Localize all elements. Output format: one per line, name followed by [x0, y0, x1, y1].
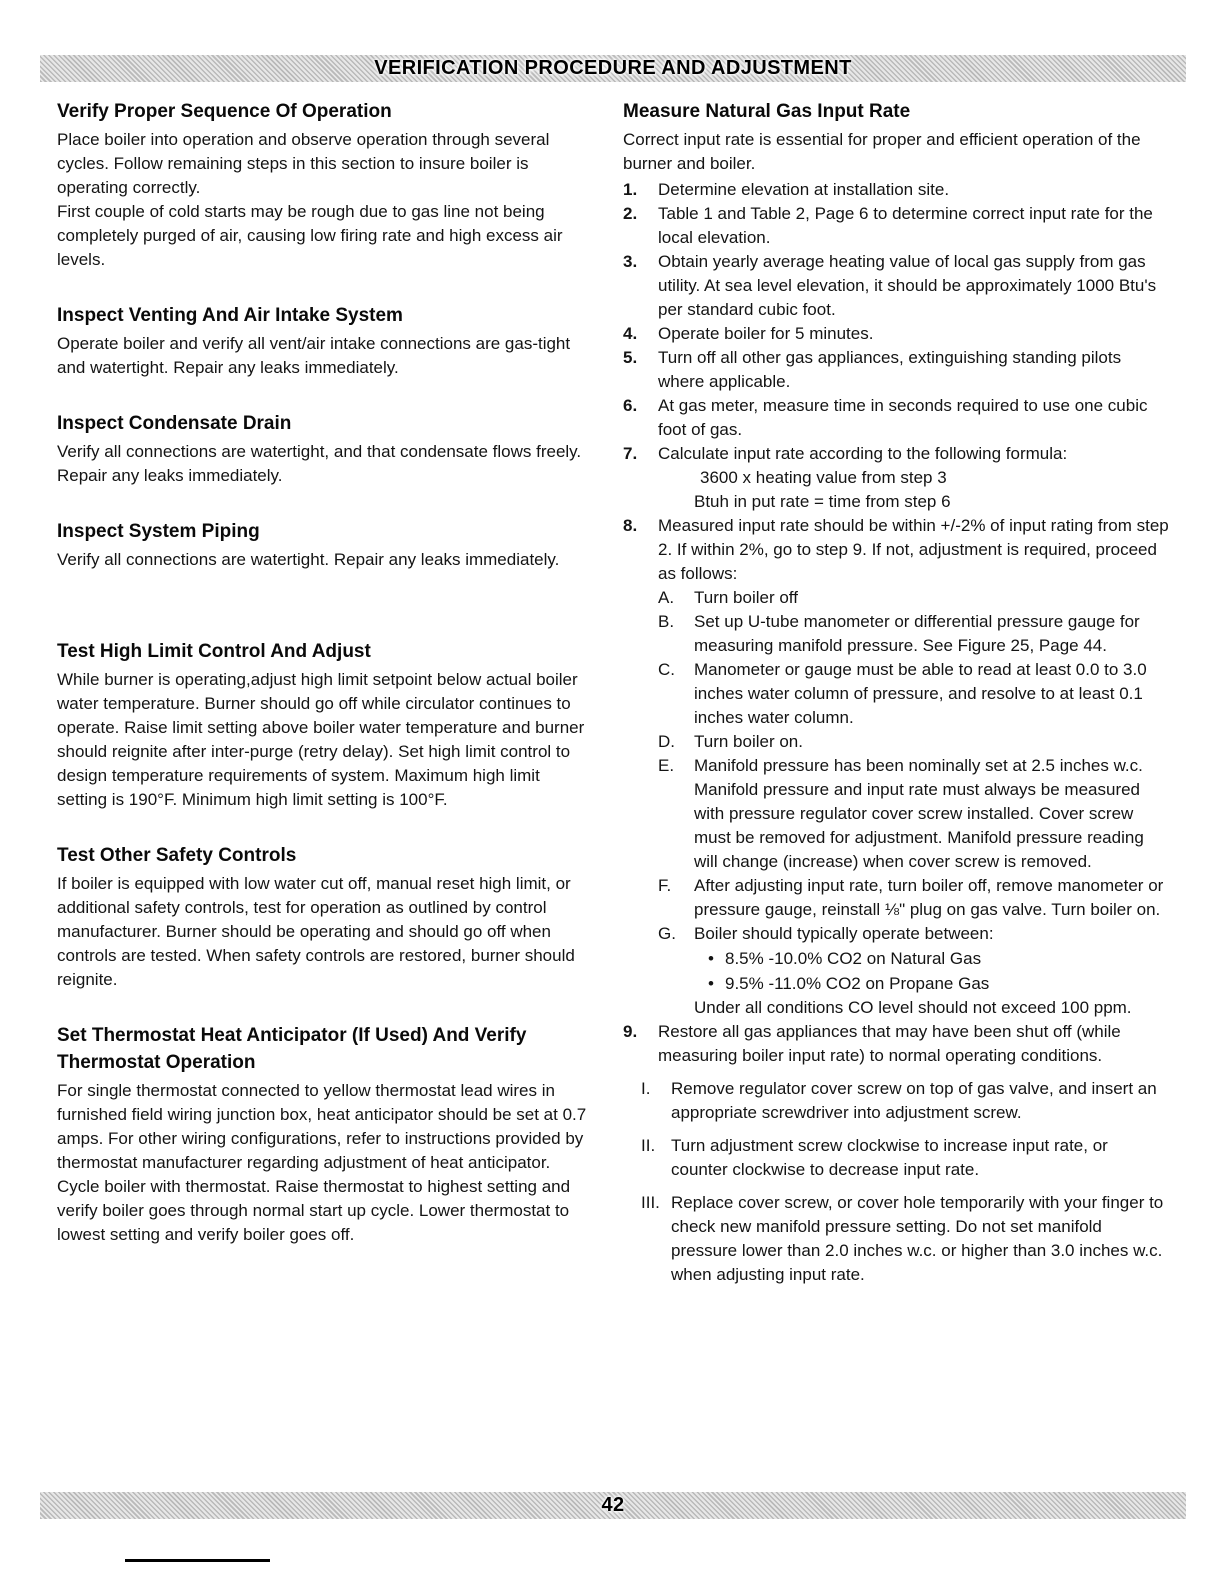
section-inspect-condensate-drain: [57, 410, 593, 488]
section-heading: Verify Proper Sequence Of Operation: [57, 101, 392, 122]
section-test-other-safety-controls: [57, 842, 593, 992]
section-inspect-venting: [57, 302, 593, 380]
substep-text: Boiler should typically operate between:: [694, 924, 994, 943]
step-number: 3.: [623, 252, 638, 271]
substep-letter: E.: [658, 756, 675, 775]
paragraph: First couple of cold starts may be rough due to gas line not being completely purged of air, causing low firing rate and high excess air levels.: [57, 202, 563, 269]
step-body: [658, 442, 1169, 514]
section-test-high-limit: [57, 638, 593, 812]
substep-letter: A.: [658, 588, 675, 607]
substep-text: Remove regulator cover screw on top of gas valve, and insert an appropriate screwdriver into adjustment screw.: [671, 1079, 1157, 1122]
substep-numeral: II.: [641, 1136, 656, 1155]
step-body: [641, 1020, 1169, 1287]
paragraph: Operate boiler and verify all vent/air intake connections are gas-tight and watertight. Repair any leaks immediately.: [57, 334, 571, 377]
substep-letter: G.: [658, 924, 676, 943]
step-6: [623, 394, 1169, 442]
substep-e: [658, 754, 1169, 874]
step-9: [623, 1020, 1169, 1287]
paragraph: Verify all connections are watertight. Repair any leaks immediately.: [57, 550, 560, 569]
step-number: 7.: [623, 444, 638, 463]
section-heading: Test High Limit Control And Adjust: [57, 641, 371, 662]
paragraph: While burner is operating,adjust high limit setpoint below actual boiler water temperature. Burner should go off while circulator continues to operate. Raise limit setting above boiler water temperature and burner should reignite after inter-purge (retry delay). Set high limit control to design temperature requirements of system. Maximum high limit setting is 190°F. Minimum high limit setting is 100°F.: [57, 670, 585, 809]
substep-letter: B.: [658, 612, 675, 631]
formula-denominator: Btuh in put rate = time from step 6: [694, 492, 951, 511]
substep-f: [658, 874, 1169, 922]
section-heading: Inspect Venting And Air Intake System: [57, 305, 403, 326]
formula-numerator: 3600 x heating value from step 3: [700, 468, 947, 487]
section-heading: Test Other Safety Controls: [57, 845, 297, 866]
step-number: 5.: [623, 348, 638, 367]
paragraph: Correct input rate is essential for proper and efficient operation of the burner and boiler.: [623, 130, 1141, 173]
substep-body: [694, 922, 1169, 1020]
step-number: 6.: [623, 396, 638, 415]
step-text: Determine elevation at installation site.: [658, 180, 950, 199]
step-number: 4.: [623, 324, 638, 343]
substep-text: Turn boiler off: [694, 588, 798, 607]
section-heading: Measure Natural Gas Input Rate: [623, 101, 911, 122]
section-verify-proper-sequence: [57, 98, 593, 272]
step-text: Restore all gas appliances that may have been shut off (while measuring boiler input rate) to normal operating conditions.: [658, 1022, 1121, 1065]
step-5: [623, 346, 1169, 394]
substep-iii: [641, 1191, 1169, 1287]
substep-text: After adjusting input rate, turn boiler off, remove manometer or pressure gauge, reinstall ⅛" plug on gas valve. Turn boiler on.: [694, 876, 1164, 919]
step-text: Operate boiler for 5 minutes.: [658, 324, 874, 343]
substep-letter: C.: [658, 660, 675, 679]
section-heading: Inspect System Piping: [57, 521, 260, 542]
substep-text: Set up U-tube manometer or differential pressure gauge for measuring manifold pressure. See Figure 25, Page 44.: [694, 612, 1140, 655]
paragraph: For single thermostat connected to yellow thermostat lead wires in furnished field wiring junction box, heat anticipator should be set at 0.7 amps. For other wiring configurations, refer to instructions provided by thermostat manufacturer regarding adjustment of heat anticipator. Cycle boiler with thermostat. Raise thermostat to highest setting and verify boiler goes through normal start up cycle. Lower thermostat to lowest setting and verify boiler goes off.: [57, 1081, 587, 1244]
step-number: 8.: [623, 516, 638, 535]
substep-letter: D.: [658, 732, 675, 751]
step-number: 9.: [623, 1022, 638, 1041]
bullet-item: [708, 946, 1169, 971]
paragraph: If boiler is equipped with low water cut off, manual reset high limit, or additional safety controls, test for operation as outlined by control manufacturer. Burner should be operating and should go off when controls are tested. When safety controls are restored, burner should reignite.: [57, 874, 575, 989]
substep-ii: [641, 1134, 1169, 1182]
paragraph: Verify all connections are watertight, and that condensate flows freely. Repair any leaks immediately.: [57, 442, 582, 485]
substep-text: Turn adjustment screw clockwise to increase input rate, or counter clockwise to decrease input rate.: [671, 1136, 1108, 1179]
step-number: 1.: [623, 180, 638, 199]
step-3: [623, 250, 1169, 322]
step-text: Table 1 and Table 2, Page 6 to determine correct input rate for the local elevation.: [658, 204, 1153, 247]
formula: [694, 466, 1169, 514]
page-number: 42: [601, 1494, 625, 1516]
content-columns: [57, 98, 1169, 1287]
bullet-item: [708, 971, 1169, 996]
page-footer-bar: [40, 1492, 1186, 1519]
substep-letter: F.: [658, 876, 672, 895]
substep-text: Manometer or gauge must be able to read at least 0.0 to 3.0 inches water column of pressure, and resolve to at least 0.1 inches water column.: [694, 660, 1147, 727]
substeps-roman: [641, 1077, 1169, 1287]
substep-numeral: I.: [641, 1079, 651, 1098]
substeps: [658, 586, 1169, 1020]
step-7: [623, 442, 1169, 514]
right-column: [623, 98, 1169, 1287]
step-4: [623, 322, 1169, 346]
substep-c: [658, 658, 1169, 730]
step-body: [658, 514, 1169, 1020]
step-text: Turn off all other gas appliances, extinguishing standing pilots where applicable.: [658, 348, 1122, 391]
section-heading: Inspect Condensate Drain: [57, 413, 292, 434]
bottom-rule: [125, 1559, 270, 1562]
step-text: Calculate input rate according to the following formula:: [658, 444, 1068, 463]
substep-a: [658, 586, 1169, 610]
step-1: [623, 178, 1169, 202]
bullet-text: • 8.5% -10.0% CO2 on Natural Gas: [725, 949, 982, 968]
step-number: 2.: [623, 204, 638, 223]
substep-b: [658, 610, 1169, 658]
substep-text: Manifold pressure has been nominally set at 2.5 inches w.c. Manifold pressure and input rate must always be measured with pressure regulator cover screw installed. Cover screw must be removed for adjustment. Manifold pressure reading will change (increase) when cover screw is removed.: [694, 756, 1144, 871]
step-8: [623, 514, 1169, 1020]
numbered-steps: [623, 178, 1169, 1287]
step-text: Measured input rate should be within +/-2% of input rating from step 2. If within 2%, go to step 9. If not, adjustment is required, proceed as follows:: [658, 516, 1169, 583]
page-title: VERIFICATION PROCEDURE AND ADJUSTMENT: [374, 57, 852, 79]
section-set-thermostat-anticipator: [57, 1022, 593, 1247]
left-column: [57, 98, 593, 1287]
substep-i: [641, 1077, 1169, 1125]
step-text: At gas meter, measure time in seconds required to use one cubic foot of gas.: [658, 396, 1148, 439]
substep-g: [658, 922, 1169, 1020]
substep-d: [658, 730, 1169, 754]
paragraph: Place boiler into operation and observe operation through several cycles. Follow remaining steps in this section to insure boiler is operating correctly.: [57, 130, 550, 197]
substep-numeral: III.: [641, 1193, 660, 1212]
substep-text: Replace cover screw, or cover hole temporarily with your finger to check new manifold pressure setting. Do not set manifold pressure lower than 2.0 inches w.c. or higher than 3.0 inches w.c. when adjusting input rate.: [671, 1193, 1164, 1284]
step-text: Obtain yearly average heating value of local gas supply from gas utility. At sea level elevation, it should be approximately 1000 Btu's per standard cubic foot.: [658, 252, 1157, 319]
section-heading: Set Thermostat Heat Anticipator (If Used) And Verify Thermostat Operation: [57, 1025, 527, 1073]
substep-text: Turn boiler on.: [694, 732, 803, 751]
section-inspect-system-piping: [57, 518, 593, 572]
co-level-note: Under all conditions CO level should not exceed 100 ppm.: [694, 998, 1132, 1017]
page-header-bar: [40, 55, 1186, 82]
step-2: [623, 202, 1169, 250]
bullet-text: • 9.5% -11.0% CO2 on Propane Gas: [725, 974, 990, 993]
